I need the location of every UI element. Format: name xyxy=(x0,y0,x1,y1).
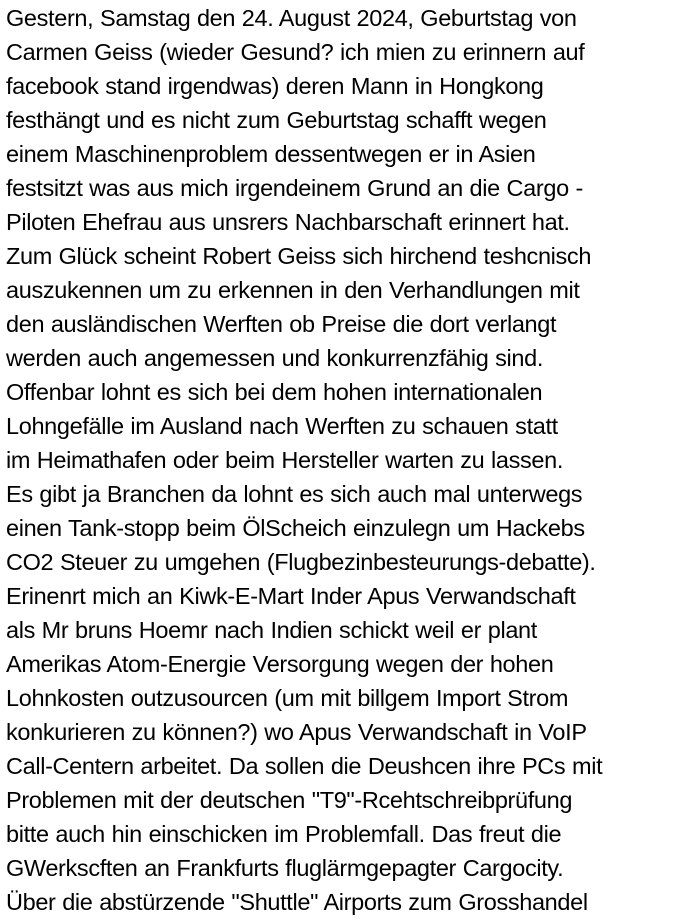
text-line: Es gibt ja Branchen da lohnt es sich auch mal unterwegs xyxy=(6,481,583,507)
text-line: Amerikas Atom-Energie Versorgung wegen der hohen xyxy=(6,651,554,677)
text-line: bitte auch hin einschicken im Problemfall. Das freut die xyxy=(6,821,562,847)
text-line: festhängt und es nicht zum Geburtstag schafft wegen xyxy=(6,107,547,133)
text-line: Gestern, Samstag den 24. August 2024, Geburtstag von xyxy=(6,5,577,31)
text-line: auszukennen um zu erkennen in den Verhandlungen mit xyxy=(6,277,580,303)
text-line: als Mr bruns Hoemr nach Indien schickt weil er plant xyxy=(6,617,537,643)
text-line: Lohnkosten outzusourcen (um mit billgem Import Strom xyxy=(6,685,569,711)
text-line: einen Tank-stopp beim ÖlScheich einzulegn um Hackebs xyxy=(6,515,585,541)
text-line: Lohngefälle im Ausland nach Werften zu schauen statt xyxy=(6,413,558,439)
text-line: im Heimathafen oder beim Hersteller warten zu lassen. xyxy=(6,447,564,473)
text-line: Zum Glück scheint Robert Geiss sich hirchend teshcnisch xyxy=(6,243,592,269)
text-line: werden auch angemessen und konkurrenzfähig sind. xyxy=(6,345,543,371)
text-line: konkurieren zu können?) wo Apus Verwandschaft in VoIP xyxy=(6,719,587,745)
text-line: den ausländischen Werften ob Preise die dort verlangt xyxy=(6,311,557,337)
text-line: Offenbar lohnt es sich bei dem hohen internationalen xyxy=(6,379,543,405)
text-line: Piloten Ehefrau aus unsrers Nachbarschaft erinnert hat. xyxy=(6,209,570,235)
text-line: GWerkscften an Frankfurts fluglärmgepagter Cargocity. xyxy=(6,855,564,881)
text-line: facebook stand irgendwas) deren Mann in Hongkong xyxy=(6,73,544,99)
text-line: Call-Centern arbeitet. Da sollen die Deushcen ihre PCs mit xyxy=(6,753,603,779)
text-line: einem Maschinenproblem dessentwegen er in Asien xyxy=(6,141,536,167)
text-line: Problemen mit der deutschen "T9"-Rcehtschreibprüfung xyxy=(6,787,573,813)
text-line: Erinenrt mich an Kiwk-E-Mart Inder Apus Verwandschaft xyxy=(6,583,576,609)
text-line: festsitzt was aus mich irgendeinem Grund an die Cargo - xyxy=(6,175,583,201)
text-line: Carmen Geiss (wieder Gesund? ich mien zu erinnern auf xyxy=(6,39,585,65)
text-line: Über die abstürzende "Shuttle" Airports zum Grosshandel xyxy=(6,889,588,915)
text-line: CO2 Steuer zu umgehen (Flugbezinbesteurungs-debatte). xyxy=(6,549,596,575)
document-text xyxy=(6,1,684,919)
